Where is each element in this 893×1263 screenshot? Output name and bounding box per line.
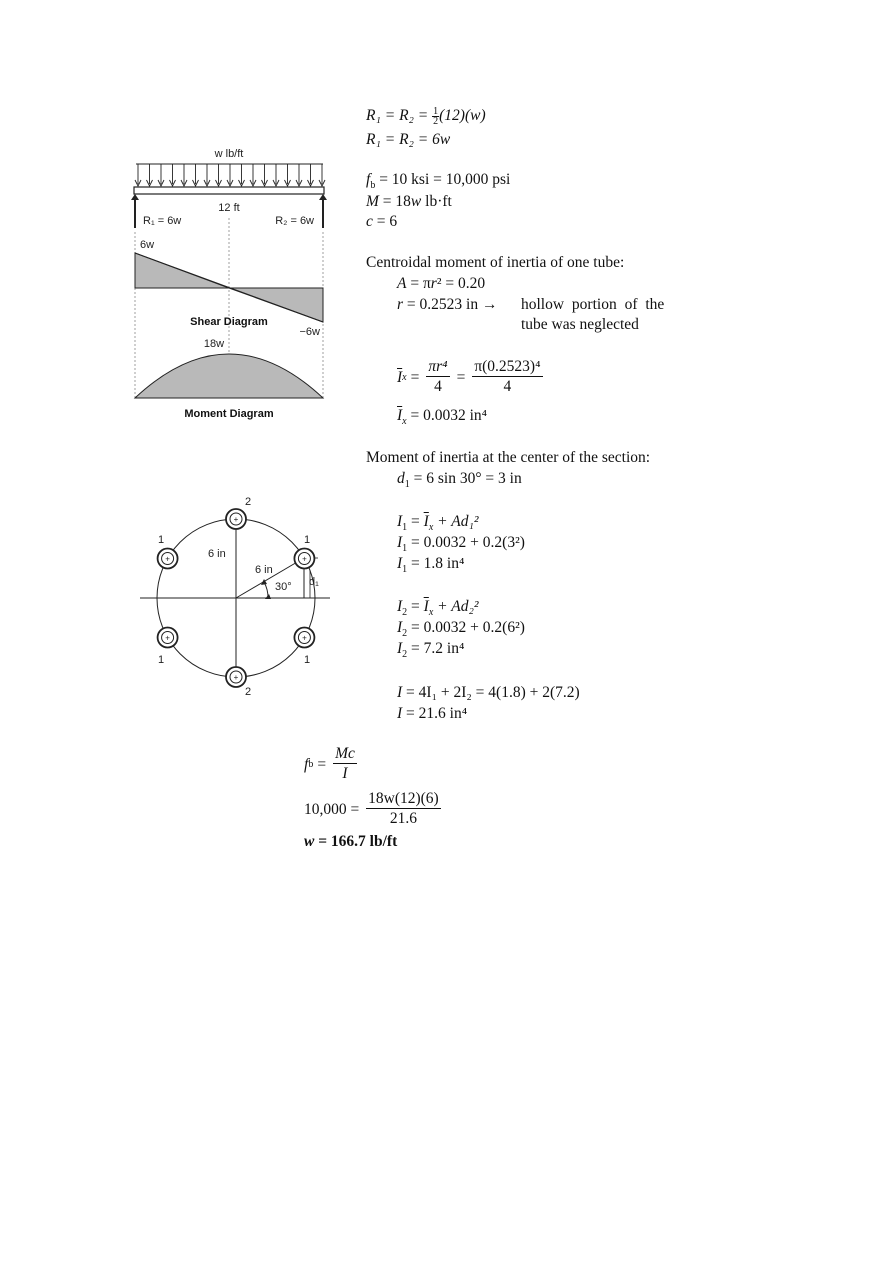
i-total-eq-2-rhs: = 21.6 in⁴	[402, 705, 468, 722]
radius-note-1: hollow portion of the	[521, 296, 665, 313]
radius-eq	[397, 295, 497, 315]
ix-num-2: π(0.2523)⁴	[474, 358, 541, 375]
d1-symbol: d	[397, 470, 405, 487]
i1-eq-2-rhs: = 0.0032 + 0.2(3²)	[407, 534, 525, 551]
reactions-eq-1-rhs: (12)(w)	[439, 107, 486, 124]
d1-eq	[397, 469, 522, 495]
i2-eq-3-rhs: = 7.2 in⁴	[407, 640, 465, 657]
i1-eq-3: $I_1 = 1.8$ in⁴	[397, 555, 465, 576]
reaction-r2-arrow	[319, 194, 327, 228]
moment-w: w	[410, 193, 422, 210]
i2-eq-1-rhs: + Ad₂²	[433, 598, 479, 615]
area-r: r	[430, 275, 437, 292]
ix-symbol: $\overline{I}$	[397, 368, 403, 386]
radius-note-2: tube was neglected	[521, 316, 639, 333]
area-eq	[397, 274, 485, 294]
tube-label-bottom: 2	[245, 686, 252, 695]
centroid-heading: Centroidal moment of inertia of one tube:	[366, 254, 625, 271]
i1-eq-1: $I_1 = \overline{I}_x + Ad_1^2$	[397, 513, 479, 534]
area-symbol: A	[397, 275, 407, 292]
tube-center-mark: +	[302, 633, 307, 643]
d1-label: d₁	[309, 576, 319, 588]
moment-unit: lb·ft	[421, 193, 452, 210]
area-pi: = π	[406, 275, 431, 292]
tube-center-mark: +	[165, 554, 170, 564]
half-den: 2	[433, 115, 439, 127]
shear-title: Shear Diagram	[190, 316, 268, 328]
moment-title: Moment Diagram	[184, 408, 274, 420]
final-lhs: 10,000 =	[304, 800, 364, 818]
fb-symbol: f	[366, 171, 371, 188]
tube-center-mark: +	[302, 554, 307, 564]
reaction-r1-arrow	[131, 194, 139, 228]
fb-rhs: = 10 ksi = 10,000 psi	[375, 171, 511, 188]
c-eq	[366, 212, 397, 232]
angle-label: 30°	[275, 581, 292, 593]
moment-diagram	[135, 354, 323, 398]
i-total-eq-1: I = 4I₁ + 2I₂ = 4(1.8) + 2(7.2)	[397, 684, 580, 701]
tube-section-diagram	[138, 495, 338, 695]
radius-rhs: = 0.2523 in →	[403, 296, 498, 313]
c-symbol: c	[366, 213, 373, 230]
radius-vertical-label: 6 in	[208, 548, 226, 560]
final-den: 21.6	[389, 810, 417, 827]
flexure-fraction	[333, 745, 357, 784]
angle-arc	[264, 582, 268, 598]
c-rhs: = 6	[372, 213, 398, 230]
i1-eq-2: $I_1 = 0.0032 + 0.2(3^2)$	[397, 534, 525, 555]
i1-eq-1-rhs: + Ad₁²	[433, 513, 479, 530]
i2-eq-3: $I_2 = 7.2$ in⁴	[397, 640, 465, 661]
reactions-eq-1	[366, 106, 486, 126]
tube-label-upper-left: 1	[158, 534, 165, 546]
ix-result-sub: x	[402, 416, 407, 428]
final-fraction	[366, 790, 441, 829]
ix-sub: x	[402, 371, 407, 383]
tube-label-lower-right: 1	[304, 654, 311, 666]
i2-eq-1: $I_2 = \overline{I}_x + Ad_2^2$	[397, 598, 479, 619]
ix-fraction-1	[426, 358, 449, 397]
ix-fraction-2	[472, 358, 542, 397]
beam-diagram	[128, 140, 338, 430]
radius-symbol: r	[397, 296, 404, 313]
tube-label-top: 2	[245, 496, 252, 508]
flexure-den: I	[342, 765, 348, 782]
d1-sub: 1	[404, 479, 410, 491]
half-num: 1	[433, 105, 439, 117]
ix-den-2: 4	[503, 378, 512, 395]
d1-rhs: = 6 sin 30° = 3 in	[409, 470, 522, 487]
ix-result-value: = 0.0032 in⁴	[406, 407, 488, 424]
tube-center-mark: +	[233, 673, 239, 682]
area-rhs: ² = 0.20	[436, 275, 486, 292]
shear-top-label: 6w	[140, 239, 155, 251]
i-total-eq-2: I = 21.6 in⁴	[397, 705, 468, 722]
final-num: 18w(12)(6)	[368, 790, 439, 807]
load-label: w lb/ft	[214, 148, 244, 160]
final-answer	[304, 832, 397, 852]
final-substitution	[304, 790, 444, 829]
moment-symbol: M	[366, 193, 379, 210]
ix-num-1: πr⁴	[428, 358, 448, 375]
tube-label-upper-right: 1	[304, 534, 311, 546]
flexure-num: Mc	[335, 745, 355, 762]
i2-eq-2: $I_2 = 0.0032 + 0.2(6^2)$	[397, 619, 525, 640]
center-heading: Moment of inertia at the center of the section:	[366, 449, 651, 466]
ix-eq: $\overline{I}$ x = $\frac{\text{πr⁴}}{4}$ = $\frac{\text{π(0.2523)⁴}}{4}$	[397, 358, 541, 395]
moment-rhs: = 18	[378, 193, 411, 210]
i1-eq-3-rhs: = 1.8 in⁴	[407, 555, 465, 572]
final-w: w	[304, 833, 315, 850]
flexure-formula: f b = $\frac{Mc}{I}$	[304, 745, 355, 782]
i-total-eq-1-rhs: = 4I₁ + 2I₂ = 4(1.8) + 2(7.2)	[402, 684, 580, 701]
load-arrows	[135, 164, 325, 186]
radius-diag-label: 6 in	[255, 564, 273, 576]
moment-max-label: 18w	[203, 338, 225, 350]
ix-den-1: 4	[434, 378, 442, 395]
ix-result	[397, 406, 487, 432]
i2-eq-2-rhs: = 0.0032 + 0.2(6²)	[407, 619, 525, 636]
tube-center-mark: +	[233, 515, 239, 524]
reactions-eq-2: R₁ = R₂ = 6w	[366, 131, 451, 148]
reactions-eq-1-lhs: R₁ = R₂ =	[366, 107, 433, 124]
beam	[134, 187, 324, 194]
span-label: 12 ft	[218, 202, 240, 214]
ix-result-symbol: $\overline{I}$	[397, 407, 403, 424]
r1-label: R₁ = 6w	[143, 215, 182, 227]
fb-sub: b	[370, 180, 376, 192]
tube-label-lower-left: 1	[158, 654, 165, 666]
final-result: = 166.7 lb/ft	[314, 833, 398, 850]
r2-label: R₂ = 6w	[275, 215, 314, 227]
tube-center-mark: +	[165, 633, 170, 643]
moment-eq	[366, 192, 452, 212]
shear-bottom-label: −6w	[299, 326, 320, 338]
